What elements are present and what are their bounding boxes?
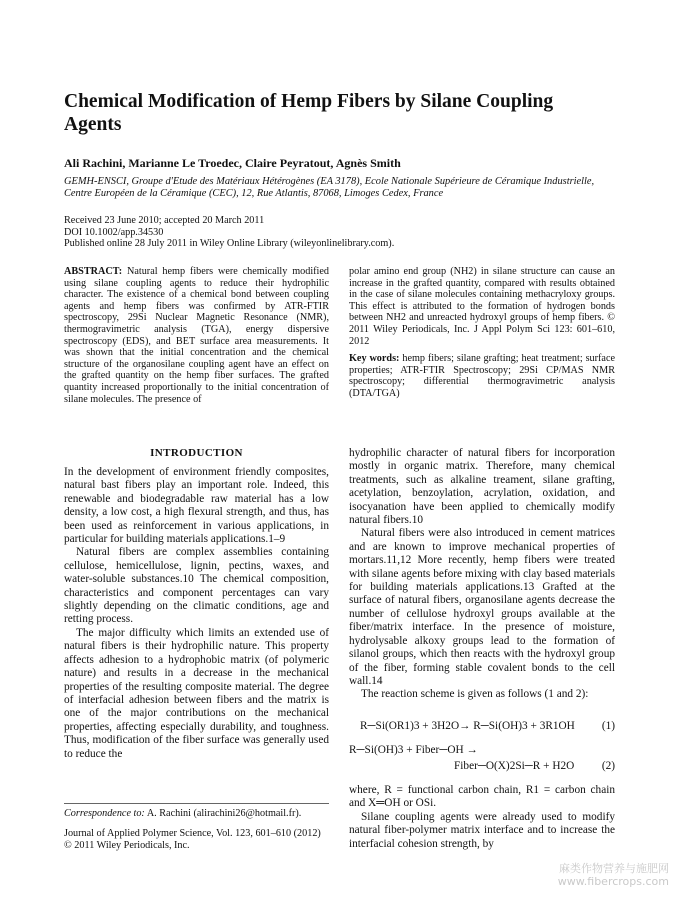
correspondence-footnote [64,808,329,819]
abstract-right-column [349,266,615,347]
doi: DOI 10.1002/app.34530 [64,226,164,238]
journal-line: Journal of Applied Polymer Science, Vol. 123, 601–610 (2012) [64,828,321,839]
intro-right-column [349,447,615,702]
keywords [349,353,615,399]
watermark-line: 麻类作物营养与施肥网 [559,862,669,875]
watermark-url: www.fibercrops.com [557,875,669,888]
equation-2-number: (2) [601,760,615,772]
paper-title: Chemical Modification of Hemp Fibers by Silane Coupling Agents [64,91,554,135]
received-date: Received 23 June 2010; accepted 20 March 2011 [64,215,265,226]
correspondence-label: Correspondence to: [64,808,145,819]
section-heading-introduction: INTRODUCTION [150,447,243,459]
equation-1 [360,720,615,732]
equation-1-number: (1) [601,720,615,732]
after-equations-text [349,784,615,851]
paragraph: Natural fibers were also introduced in cement matrices and are known to improve mechanical properties of mortars.11,12 More recently, hemp fibers were treated with silane agents before mixing with clay based materials for building materials applications.13 Grafted at the surface of natural fibers, organosilane agents decrease the number of cellulose hydroxyl groups available at the fiber/matrix interface. In the presence of moisture, hydrolysable alkoxy groups lead to the formation of silanol groups, which then reacts with the hydroxyl group of the fiber, forming stable covalent bonds to the cell wall.14 [349,527,615,687]
paragraph: Natural fibers are complex assemblies containing cellulose, hemicellulose, lignin, pectins, waxes, and water-soluble substances.10 The chemical composition, characteristics and component percentages can vary slightly depending on the climatic conditions, age and retting process. [64,546,329,626]
abstract-text-left: Natural hemp fibers were chemically modified using silane coupling agents to reduce their hydrophilic character. The existence of a chemical bond between coupling agents and hemp fibers was confirmed by ATR-FTIR spectroscopy, 29Si Nuclear Magnetic Resonance (NMR), thermogravimetric analysis (TGA), energy dispersive spectroscopy (EDS), and BET surface area measurements. It was shown that the initial concentration and the chemical structure of the organosilane coupling agent have an effect on the grafted quantity on the hemp fiber surfaces. The grafted quantity increased proportionally to the initial concentration of silane molecules. The presence of [64,266,330,405]
paragraph: Silane coupling agents were already used to modify natural fiber-polymer matrix interface and to increase the interfacial cohesion strength, by [349,810,615,850]
footnote-divider [64,803,329,804]
publication-dates [64,215,394,250]
equation-2-line-2 [454,760,615,772]
paragraph: hydrophilic character of natural fibers for incorporation mostly in organic matrix. Therefore, many chemical treatments, such as alkaline treament, silane grafting, acetylation, benzoylation, acrylation, oxidation, and isocyanation have been applied to chemically modify natural fibers.10 [349,447,615,527]
intro-left-column [64,466,329,761]
correspondence-email[interactable]: A. Rachini (alirachini26@hotmail.fr). [146,808,302,819]
abstract-left-column [64,266,329,405]
paragraph: In the development of environment friendly composites, natural bast fibers play an important role. Indeed, this renewable and biodegradable raw material has a low density, a low cost, a high flexural strength, and thus, has been used as reinforcement in various applications, in particular for building materials applications.1–9 [64,466,329,546]
equation-1-body: R─Si(OR1)3 + 3H2O→ R─Si(OH)3 + 3R1OH [360,720,575,732]
abstract-label: ABSTRACT: [64,266,123,277]
paragraph: The major difficulty which limits an extended use of natural fibers is their hydrophilic nature. This property affects adhesion to a hydrophobic matrix (of polymeric nature) and results in a decrease in the mechanical properties of the resulting composite material. The degree of interfacial adhesion between fibers and the matrix is one of the major contributions on the mechanical properties, affecting especially durability, and toughness. Thus, modification of the fiber surface was generally used to reduce the [64,626,329,760]
published-online: Published online 28 July 2011 in Wiley Online Library (wileyonlinelibrary.com). [64,238,395,249]
copyright-line: © 2011 Wiley Periodicals, Inc. [64,839,190,851]
paragraph: The reaction scheme is given as follows (1 and 2): [361,688,589,701]
affiliation: GEMH-ENSCI, Groupe d'Etude des Matériaux Hétérogènes (EA 3178), Ecole Nationale Supérieure de Céramique Industrielle, Centre Européen de la Céramique (CEC), 12, Rue Atlantis, 87068, Limoges Cedex, France [64,176,595,199]
author-list: Ali Rachini, Marianne Le Troedec, Claire Peyratout, Agnès Smith [64,156,401,170]
abstract-text-right: polar amino end group (NH2) in silane structure can cause an increase in the grafted quantity, compared with results obtained in the case of silane molecules containing methacryloxy groups. This effect is attributed to the formation of hydrogen bonds between NH2 and unreacted hydroxyl groups of hemp fibers. © 2011 Wiley Periodicals, Inc. J Appl Polym Sci 123: 601–610, 2012 [349,266,615,347]
paragraph: where, R = functional carbon chain, R1 = carbon chain and X═OH or OSi. [349,784,615,810]
site-watermark [558,862,669,888]
keywords-text: hemp fibers; silane grafting; heat treatment; surface properties; ATR-FTIR Spectroscopy; 29Si CP/MAS NMR spectroscopy; differential thermogravimetric analysis (DTA/TGA) [349,353,615,399]
equation-2-body: Fiber─O(X)2Si─R + H2O [454,760,575,772]
keywords-label: Key words: [349,353,400,364]
journal-citation [64,828,344,851]
equation-2-line-1: R─Si(OH)3 + Fiber─OH → [349,744,478,756]
